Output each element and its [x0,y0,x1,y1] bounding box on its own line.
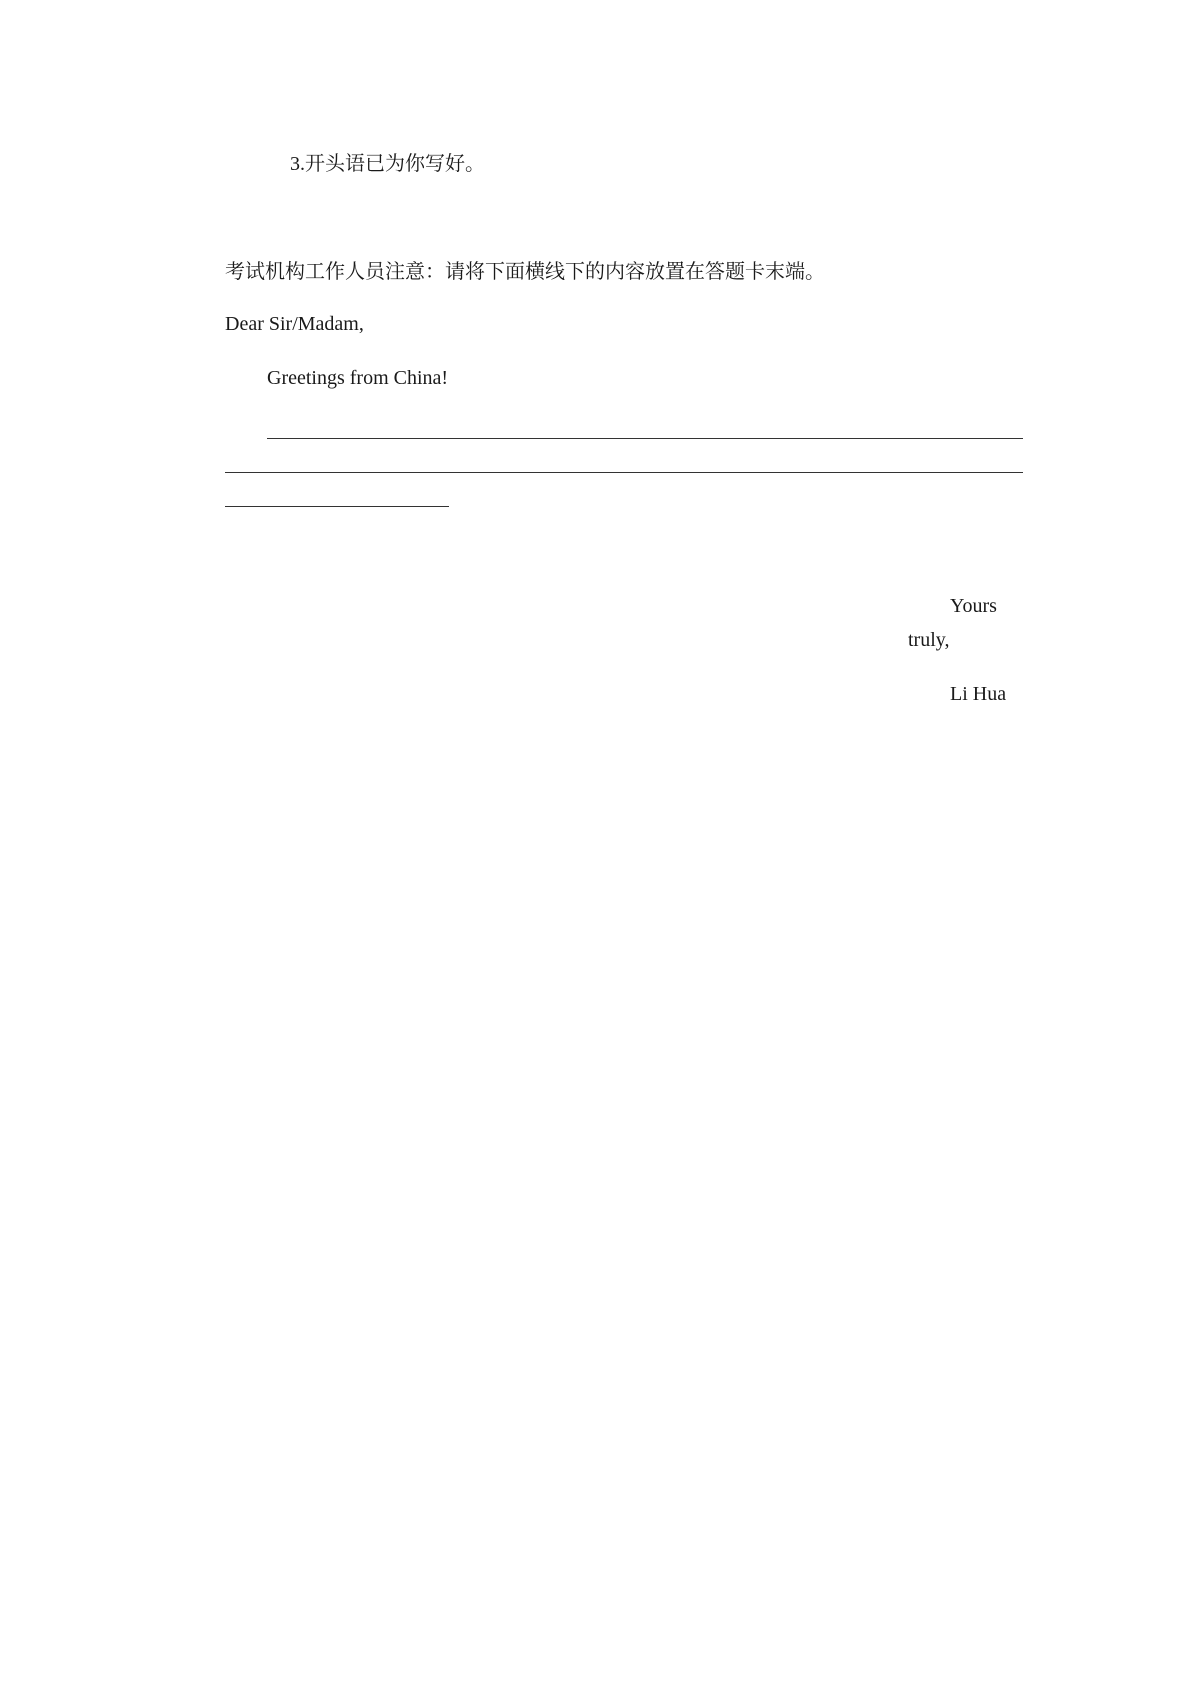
staff-notice: 考试机构工作人员注意：请将下面横线下的内容放置在答题卡末端。 [225,261,825,283]
letter-closing-line-1: Yours [950,595,997,617]
answer-line [225,472,1023,473]
letter-signature: Li Hua [950,683,1007,705]
letter-greeting: Greetings from China! [267,367,449,389]
answer-line [267,438,1023,439]
letter-closing-line-2: truly, [908,629,950,651]
instruction-item-3: 3.开头语已为你写好。 [290,153,485,175]
letter-salutation: Dear Sir/Madam, [225,313,364,335]
answer-line [225,506,449,507]
